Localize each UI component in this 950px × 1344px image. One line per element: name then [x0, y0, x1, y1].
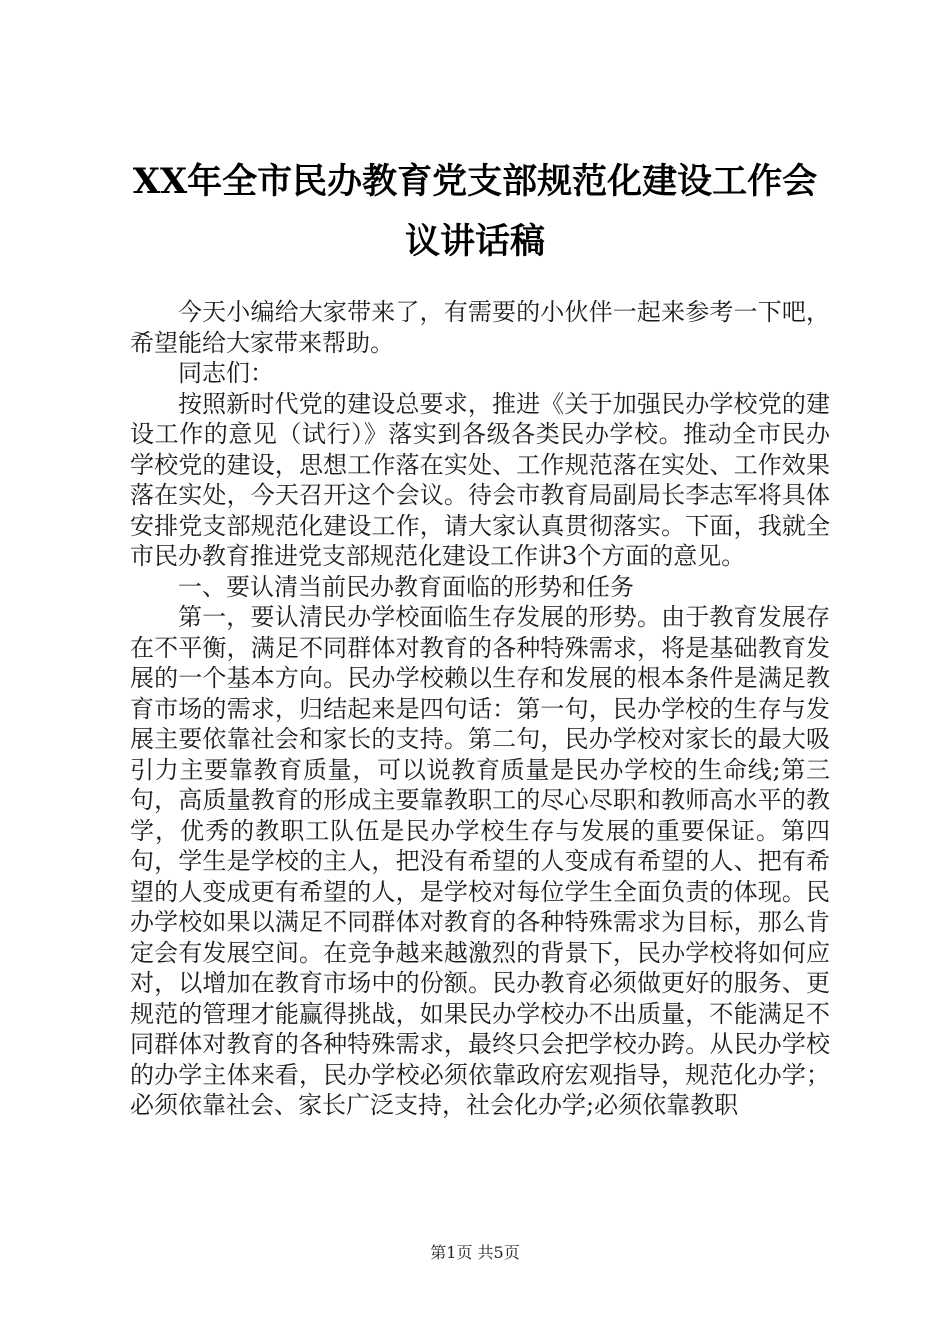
section-heading: 一、要认清当前民办教育面临的形势和任务 — [178, 572, 634, 601]
document-title-line-2: 议讲话稿 — [404, 221, 545, 262]
body-paragraph: 第一，要认清民办学校面临生存发展的形势。由于教育发展存在不平衡，满足不同群体对教育的各种特殊需求，将是基础教育发展的一个基本方向。民办学校赖以生存和发展的根本条件是满足教育市场的需求，归结起来是四句话：第一句，民办学校的生存与发展主要依靠社会和家长的支持。第二句，民办学校对家长的最大吸引力主要靠教育质量，可以说教育质量是民办学校的生命线;第三句，高质量教育的形成主要靠教职工的尽心尽职和教师高水平的教学，优秀的教职工队伍是民办学校生存与发展的重要保证。第四句，学生是学校的主人，把没有希望的人变成有希望的人、把有希望的人变成更有希望的人，是学校对每位学生全面负责的体现。民办学校如果以满足不同群体对教育的各种特殊需求为目标，那么肯定会有发展空间。在竞争越来越激烈的背景下，民办学校将如何应对，以增加在教育市场中的份额。民办教育必须做更好的服务、更规范的管理才能赢得挑战，如果民办学校办不出质量，不能满足不同群体对教育的各种特殊需求，最终只会把学校办跨。从民办学校的办学主体来看，民办学校必须依靠政府宏观指导，规范化办学；必须依靠社会、家长广泛支持，社会化办学;必须依靠教职 — [130, 603, 830, 1119]
document-body — [130, 297, 830, 1121]
document-title-line-1: XX年全市民办教育党支部规范化建设工作会 — [132, 161, 818, 202]
body-paragraph: 按照新时代党的建设总要求，推进《关于加强民办学校党的建设工作的意见（试行）》落实到各级各类民办学校。推动全市民办学校党的建设，思想工作落在实处、工作规范落在实处、工作效果落在实处，今天召开这个会议。待会市教育局副局长李志军将具体安排党支部规范化建设工作，请大家认真贯彻落实。下面，我就全市民办教育推进党支部规范化建设工作讲3个方面的意见。 — [130, 389, 830, 570]
salutation-paragraph: 同志们： — [178, 359, 274, 387]
page-footer: 第1页 共5页 — [430, 1243, 520, 1262]
intro-paragraph: 今天小编给大家带来了，有需要的小伙伴一起来参考一下吧，希望能给大家带来帮助。 — [130, 298, 830, 357]
